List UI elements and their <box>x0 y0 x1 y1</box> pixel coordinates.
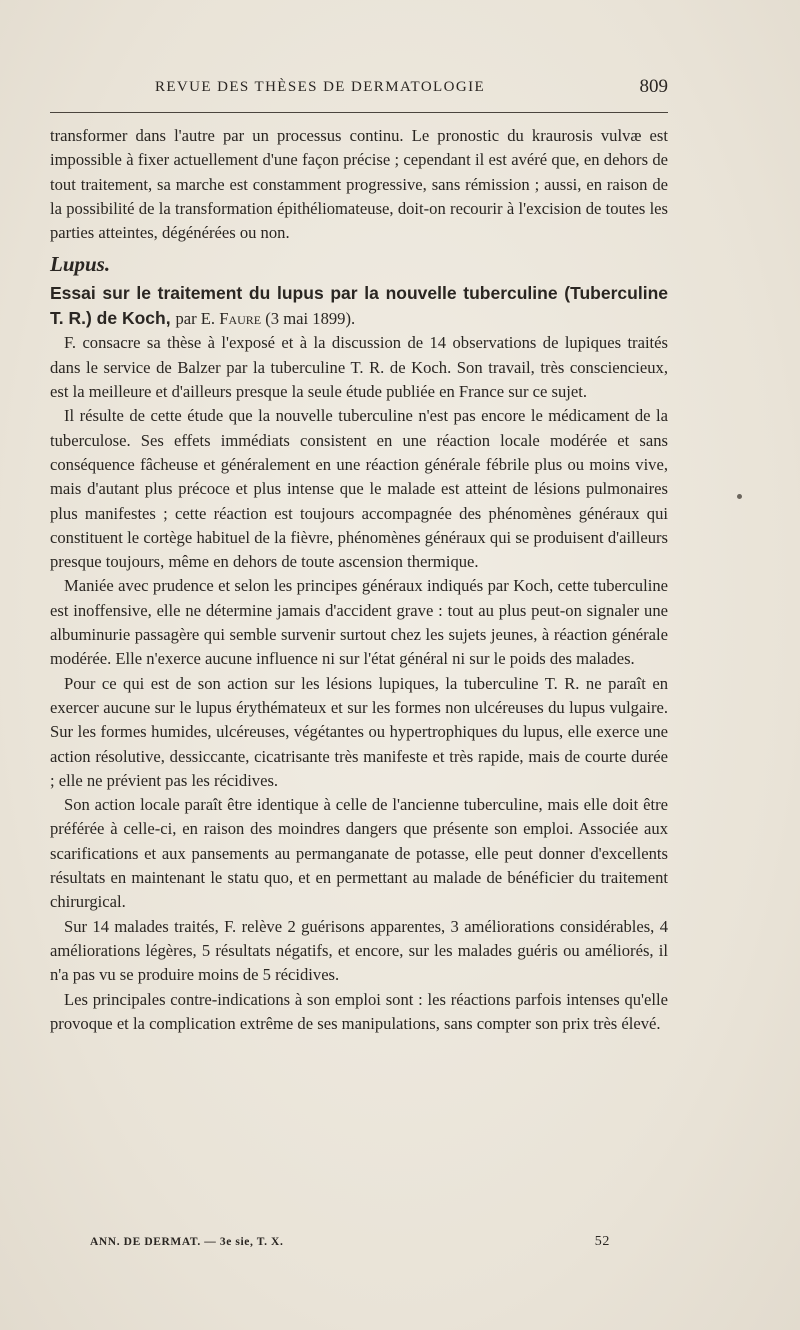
article-date: (3 mai 1899). <box>265 308 356 328</box>
paragraph: Les principales contre-indications à son emploi sont : les réactions parfois intenses qu'elle provoque et la complication extrême de ses manipulations, sans compter son prix très élevé. <box>50 989 668 1033</box>
section-heading: Lupus. <box>50 252 111 277</box>
article-title-text: Essai sur le traitement du lupus par la nouvelle tuberculine (Tuberculine T. R.) de Koch, <box>50 283 668 328</box>
article-author: Faure <box>219 308 262 328</box>
sheet-number: 52 <box>594 1234 610 1249</box>
page-number: 809 <box>639 76 668 97</box>
paragraph: Sur 14 malades traités, F. relève 2 guérisons apparentes, 3 améliorations considérables, 4 améliorations légères, 5 résultats négatifs, et encore, sur les malades guéris ou améliorés, il n'a pas vu se produire moins de 5 récidives. <box>50 916 668 985</box>
article-by <box>175 309 355 328</box>
running-title: REVUE DES THÈSES DE DERMATOLOGIE <box>154 79 486 95</box>
paragraph: Pour ce qui est de son action sur les lésions lupiques, la tuberculine T. R. ne paraît en exercer aucune sur le lupus érythémateux et sur les formes non ulcéreuses du lupus vulgaire. Sur les formes humides, ulcéreuses, végétantes ou hypertrophiques du lupus, elle exerce une action résolutive, dessiccante, cicatrisante très manifeste et très rapide, mais de courte durée ; elle ne prévient pas les récidives. <box>50 673 668 790</box>
journal-signature: ANN. DE DERMAT. — 3e sie, T. X. <box>90 1236 284 1248</box>
running-head <box>50 78 668 100</box>
header-rule <box>50 112 668 113</box>
article-title <box>50 281 668 331</box>
page-footer <box>90 1236 610 1256</box>
article-by-prefix: par E. <box>175 308 216 328</box>
paragraph: Maniée avec prudence et selon les principes généraux indiqués par Koch, cette tuberculine est inoffensive, elle ne détermine jamais d'accident grave : tout au plus peut-on signaler une albuminurie passagère qui semble survenir surtout chez les sujets jeunes, à réaction générale modérée. Elle n'exerce aucune influence ni sur l'état général ni sur le poids des malades. <box>50 576 668 669</box>
paper-speck <box>737 494 742 499</box>
paragraph: Son action locale paraît être identique à celle de l'ancienne tuberculine, mais elle doit être préférée à celle-ci, en raison des moindres dangers que présente son emploi. Associée aux scarifications et aux pansements au permanganate de potasse, elle peut donner d'excellents résultats en maintenant le statu quo, et en permettant au malade de bénéficier du traitement chirurgical. <box>50 795 668 912</box>
paragraph: F. consacre sa thèse à l'exposé et à la discussion de 14 observations de lupiques traités dans le service de Balzer par la tuberculine T. R. de Koch. Son travail, très consciencieux, est la meilleure et d'ailleurs presque la seule étude publiée en France sur ce sujet. <box>50 333 668 402</box>
paragraph-continuation: transformer dans l'autre par un processus continu. Le pronostic du kraurosis vulvæ est impossible à fixer actuellement d'une façon précise ; cependant il est avéré que, en dehors de tout traitement, sa marche est constamment progressive, sans rémission ; aussi, en raison de la possibilité de la transformation épithéliomateuse, doit-on recourir à l'excision de toutes les parties atteintes, dégénérées ou non. <box>50 126 668 243</box>
article-body <box>50 124 668 1036</box>
paragraph: Il résulte de cette étude que la nouvelle tuberculine n'est pas encore le médicament de la tuberculose. Ses effets immédiats consistent en une réaction locale modérée et sans conséquence fâcheuse et généralement en une réaction générale fébrile plus ou moins vive, mais d'autant plus précoce et plus intense que le malade est atteint de lésions pulmonaires plus manifestes ; cette réaction est toujours accompagnée des phénomènes généraux qui constituent le cortège habituel de la fièvre, phénomènes généraux qui se produisent d'ailleurs presque toujours, même en dehors de toute ascension thermique. <box>50 406 668 572</box>
